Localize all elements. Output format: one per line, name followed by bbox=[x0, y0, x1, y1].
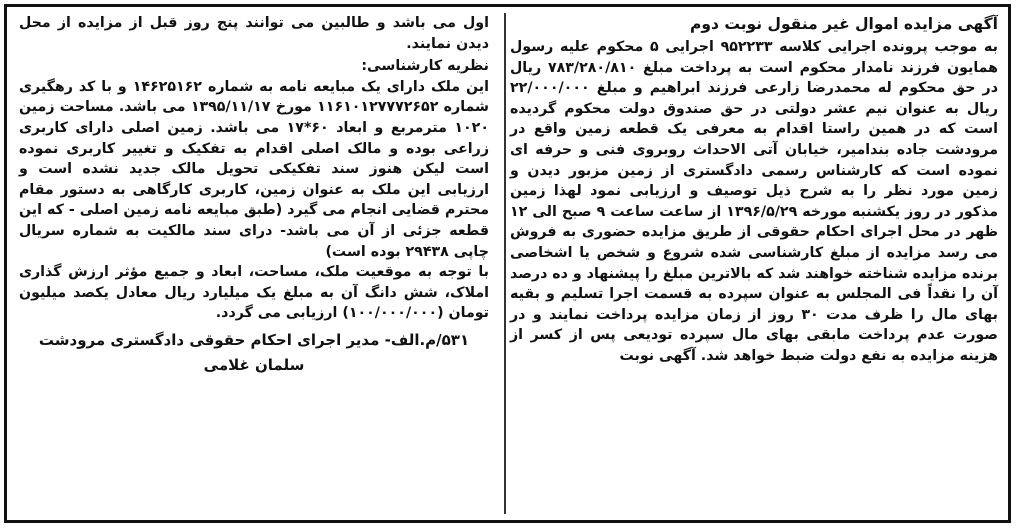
notice-body-left-top: اول می باشد و طالبین می توانند پنج روز قبل از مزایده از محل دیدن نمایند. bbox=[19, 15, 489, 52]
expert-heading: نظریه کارشناسی: bbox=[361, 58, 489, 75]
notice-left-column bbox=[19, 13, 489, 514]
signature-name: سلمان غلامی bbox=[203, 355, 305, 374]
notice-frame bbox=[4, 4, 1011, 523]
signature-block bbox=[19, 328, 489, 378]
notice-right-column bbox=[510, 13, 998, 514]
notice-body-right: به موجب پرونده اجرایی کلاسه ۹۵۲۲۳۳ اجرایی ۵ محکوم علیه رسول همایون فرزند نامدار محکوم است به پرداخت مبلغ ۷۸۳/۲۸۰/۸۱۰ ریال در حق محکوم له محمدرضا زارعی فرزند ابراهیم و مبلغ ۲۲/۰۰۰/۰۰۰ ریال به عنوان نیم عشر دولتی در حق صندوق دولت محکوم گردیده است که در همین راستا اقدام به معرفی یک قطعه زمین واقع در مرودشت جاده بندامیر، خیابان آتی الاحداث روبروی فنی و حرفه ای نموده است که کارشناس رسمی دادگستری از زمین مزبور دیدن و زمین مورد نظر را به شرح ذیل توصیف و ارزیابی نمود لهذا زمین مذکور در روز یکشنبه مورخه ۱۳۹۶/۵/۲۹ از ساعت ساعت ۹ صبح الی ۱۲ ظهر در محل اجرای احکام حقوقی از طریق مزایده حضوری به فروش می رسد مزایده از مبلغ کارشناسی شده شروع و شخص یا اشخاصی برنده مزایده شناخته خواهند شد که بالاترین مبلغ را پیشنهاد و ده درصد آن را نقداً فی المجلس به عنوان سپرده به قسمت اجرا تسلیم و بقیه بهای مال را ظرف مدت ۳۰ روز از زمان مزایده پرداخت نمایند و در صورت عدم پرداخت مابقی بهای مال سپرده تودیعی پس از کسر از هزینه مزایده به نفع دولت ضبط خواهد شد. آگهی نوبت bbox=[510, 39, 998, 364]
signature-line: ۵۳۱/م.الف- مدیر اجرای احکام حقوقی دادگستری مرودشت bbox=[38, 330, 470, 349]
column-divider bbox=[504, 13, 506, 514]
notice-title: آگهی مزایده اموال غیر منقول نوبت دوم bbox=[689, 15, 998, 33]
expert-text: این ملک دارای یک مبایعه نامه به شماره ۱۴۶۲۵۱۶۲ و با کد رهگیری شماره ۱۱۶۱۰۱۲۷۷۷۲۶۵۲ مورخ ۱۳۹۵/۱۱/۱۷ می باشد. مساحت زمین ۱۰۲۰ مترمربع و ابعاد ۶۰*۱۷ می باشد. زمین اصلی دارای کاربری زراعی بوده و مالک اصلی اقدام به تفکیک و تغییر کاربری نموده است لیکن هنوز سند تفکیکی تحویل مالک جدید نشده است و ارزیابی این ملک به عنوان زمین، کاربری کارگاهی به دستور مقام محترم قضایی انجام می گیرد (طبق مبایعه نامه زمین اصلی - که این قطعه جزئی از آن می باشد- درای سند مالکیت به شماره سریال چاپی ۲۹۴۳۸ بوده است) bbox=[19, 78, 490, 260]
valuation-text: با توجه به موقعیت ملک، مساحت، ابعاد و جمیع مؤثر ارزش گذاری املاک، شش دانگ آن به مبلغ یک میلیارد ریال معادل یکصد میلیون تومان (۱۰۰/۰۰۰/۰۰۰) ارزیابی می گردد. bbox=[19, 264, 489, 322]
